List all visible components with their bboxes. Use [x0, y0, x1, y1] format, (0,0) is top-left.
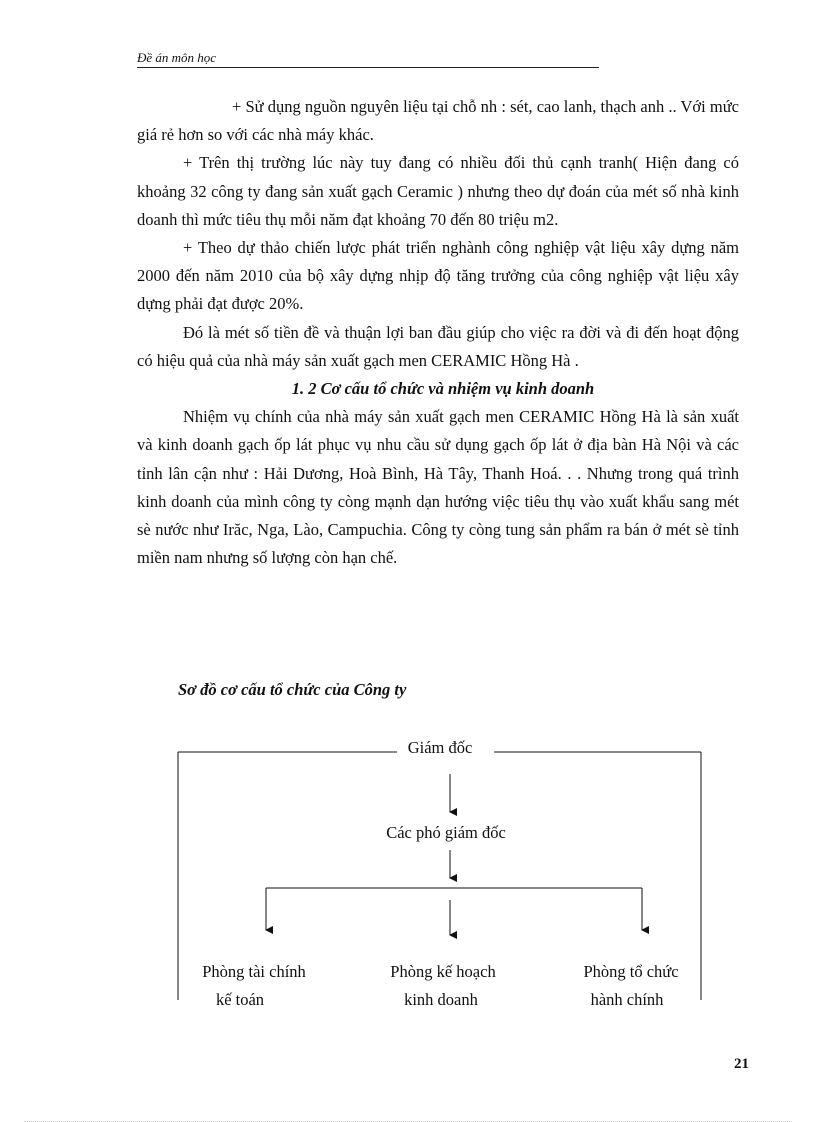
- page-header: Đề án môn học: [137, 50, 599, 68]
- director-box: Giám đốc: [407, 738, 473, 757]
- dept-admin-line2: hành chính: [590, 990, 664, 1009]
- dept-finance-line2: kế toán: [215, 990, 265, 1009]
- dept-planning-line2: kinh doanh: [404, 990, 478, 1009]
- paragraph-strategy: + Theo dự thảo chiến lược phát triển nghành công nghiệp vật liệu xây dựng năm 2000 đến năm 2010 của bộ xây dựng nhịp độ tăng trưởng của công nghiệp vật liệu xây dựng phải đạt được 20%.: [137, 238, 739, 314]
- section-heading: 1. 2 Cơ cấu tổ chức và nhiệm vụ kinh doanh: [291, 379, 595, 399]
- page-number: 21: [734, 1056, 749, 1072]
- dept-planning-line1: Phòng kế hoạch: [390, 962, 496, 981]
- dept-finance-line1: Phòng tài chính: [202, 962, 306, 981]
- paragraph-market: + Trên thị trường lúc này tuy đang có nhiều đối thủ cạnh tranh( Hiện đang có khoảng 32 công ty đang sản xuất gạch Ceramic ) nhưng theo dự đoán của mét số nhà kinh doanh thì mức tiêu thụ mỗi năm đạt khoảng 70 đến 80 triệu m2.: [137, 153, 739, 229]
- dept-admin-line1: Phòng tổ chức: [583, 962, 679, 981]
- paragraph-raw-materials: + Sử dụng nguồn nguyên liệu tại chỗ nh : sét, cao lanh, thạch anh .. Với mức giá rẻ hơn so với các nhà máy khác.: [137, 97, 739, 145]
- paragraph-mission: Nhiệm vụ chính của nhà máy sản xuất gạch men CERAMIC Hồng Hà là sản xuất và kinh doanh gạch ốp lát phục vụ nhu cầu sử dụng gạch ốp lát ở địa bàn Hà Nội và các tỉnh lân cận như : Hải Dương, Hoà Bình, Hà Tây, Thanh Hoá. . . Nhưng trong quá trình kinh doanh của mình công ty còng mạnh dạn hướng việc tiêu thụ vào xuất khẩu sang mét sè nước như Irăc, Nga, Lào, Campuchia. Công ty còng tung sản phẩm ra bán ở mét sè tỉnh miền nam nhưng số lượng còn hạn chế.: [137, 407, 739, 568]
- paragraph-premises: Đó là mét số tiền đề và thuận lợi ban đầu giúp cho việc ra đời và đi đến hoạt động có hiệu quả của nhà máy sản xuất gạch men CERAMIC Hồng Hà .: [137, 322, 739, 370]
- org-chart-title: Sơ đồ cơ cấu tổ chức của Công ty: [178, 680, 407, 699]
- footer-rule: [24, 1121, 792, 1122]
- deputies-box: Các phó giám đốc: [386, 823, 506, 842]
